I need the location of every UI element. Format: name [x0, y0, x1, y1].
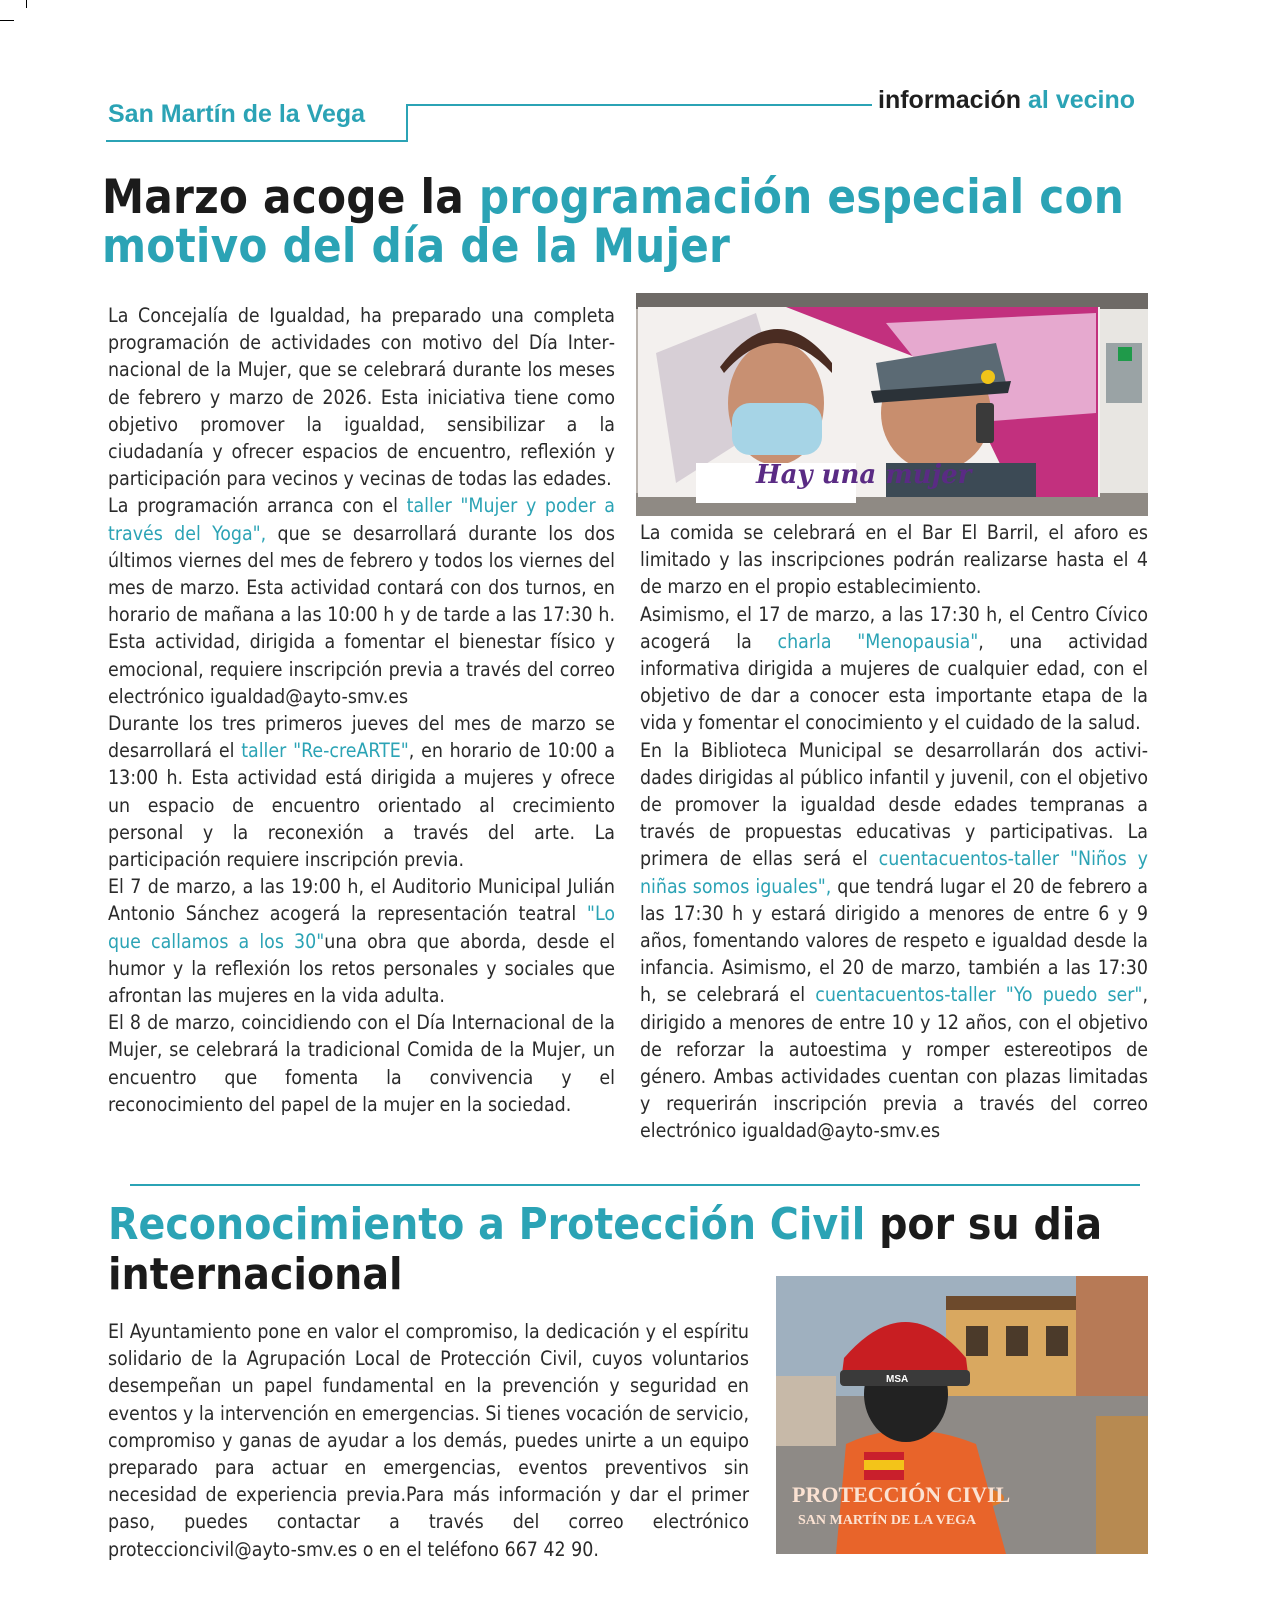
section-label: [878, 86, 1135, 115]
helmet-brand: MSA: [886, 1374, 909, 1385]
proteccion-civil-illustration: [776, 1276, 1148, 1554]
text-run: que tendrá lugar el 20 de febrero a las 17:30 h y estará dirigido a menores de entre 6 y 9 años, fomentando valores de respeto e igualdad desde la infancia. Asimismo, el 20 de marzo, también a las 17:30 h, se celebrará el: [640, 874, 1148, 1007]
mural-caption: Hay una mujer: [756, 460, 972, 490]
paragraph: [640, 601, 1148, 737]
mural-photo: [636, 293, 1148, 516]
paragraph: [108, 873, 615, 1009]
vest-text-line-1: PROTECCIÓN CIVIL: [792, 1482, 1011, 1507]
event-link-recrearte: taller "Re-creARTE": [241, 739, 409, 763]
text-run: que se desarrollará durante los dos últimos viernes del mes de febrero y todos los viernes del mes de marzo. Esta actividad contará con dos turnos, en horario de mañana a las 10:00 h y de tarde a las 17:30 h. Esta actividad, dirigida a fomentar el bienestar físico y emocional, requiere inscripción previa a través del correo electrónico igualdad@ayto-smv.es: [108, 521, 615, 708]
paragraph: [640, 737, 1148, 1145]
paragraph: La Concejalía de Igualdad, ha preparado una completa programación de actividades con motivo del Día Internacional de la Mujer, que se celebrará durante los meses de febrero y marzo de 2026. Esta iniciativa tiene como objetivo promover la igualdad, sensibilizar a la ciudadanía y ofrecer espacios de encuentro, reflexión y participación para vecinos y vecinas de todas las edades.: [108, 304, 615, 491]
event-link-menopausia: charla "Menopausia": [777, 629, 979, 653]
article-1-right-column: [640, 519, 1148, 1145]
proteccion-civil-photo: [776, 1276, 1148, 1554]
text-run: La programación arranca con el: [108, 494, 407, 518]
event-link-teatro: "Lo que callamos a los 30": [108, 902, 615, 953]
mural-illustration: [636, 293, 1148, 516]
paragraph: El 8 de marzo, coincidiendo con el Día Internacional de la Mujer, se celebrará la tradicional Comida de la Mujer, un encuentro que fomenta la convivencia y el reconocimiento del papel de la mujer en la sociedad.: [108, 1011, 615, 1116]
article-1-left-column: [108, 302, 615, 1118]
article-divider: [130, 1184, 1140, 1186]
header-underline: [106, 140, 408, 142]
event-link-yo-puedo-ser: cuentacuentos-taller "Yo puedo ser": [815, 983, 1143, 1007]
text-run: , dirigido a menores de entre 10 y 12 años, con el objetivo de reforzar la autoestima y romper estereotipos de género. Ambas actividades cuentan con plazas limitadas y requerirán inscripción previa a través del correo electrónico igualdad@ayto-smv.es: [640, 983, 1148, 1143]
text-run: El 7 de marzo, a las 19:00 h, el Auditorio Municipal Julián Antonio Sánchez acogerá la representación teatral: [108, 875, 615, 926]
text-run: Durante los tres primeros jueves del mes de marzo se desarrollará el: [108, 712, 615, 763]
paragraph: [108, 492, 615, 710]
text-run: En la Biblioteca Municipal se desarrollarán dos actividades dirigidas al público infantil y juvenil, con el objetivo de promover la igualdad desde edades tempranas a través de propuestas educativas y participativas. La primera de ellas será el: [640, 738, 1148, 871]
paragraph: La comida se celebrará en el Bar El Barril, el aforo es limitado y las inscripciones podrán realizarse hasta el 4 de marzo en el propio establecimiento.: [640, 521, 1148, 599]
article-1-title: [102, 170, 1162, 274]
crop-mark-vertical: [26, 0, 27, 8]
text-run: Asimismo, el 17 de marzo, a las 17:30 h, el Centro Cívico acogerá la: [640, 602, 1148, 653]
section-label-accent: al vecino: [1028, 86, 1136, 114]
event-link-yoga: taller "Mujer y poder a través del Yoga",: [108, 494, 615, 545]
header-divider-vertical: [406, 104, 408, 142]
text-run: una obra que aborda, desde el humor y la reflexión los retos personales y sociales que afrontan las mujeres en la vida adulta.: [108, 929, 615, 1008]
header-rule: [406, 104, 872, 106]
article-2-title-accent: Reconocimiento a Protección Civil: [108, 1199, 866, 1250]
section-label-bold: información: [878, 86, 1022, 114]
crop-mark-horizontal: [0, 20, 14, 21]
paragraph: [108, 710, 615, 873]
article-2-body: [108, 1318, 749, 1563]
publication-name: San Martín de la Vega: [108, 100, 366, 128]
vest-text-line-2: SAN MARTÍN DE LA VEGA: [798, 1513, 977, 1528]
paragraph: El Ayuntamiento pone en valor el compromiso, la dedicación y el espíritu solidario de la Agrupación Local de Protección Civil, cuyos voluntarios desempeñan un papel fundamental en la prevención y seguridad en eventos y la intervención en emergencias. Si tienes vocación de servicio, compromiso y ganas de ayudar a los demás, puedes unirte a un equipo preparado para actuar en emergencias, eventos preventivos sin necesidad de experiencia previa.Para más información y dar el primer paso, puedes contactar a través del correo electrónico proteccioncivil@ayto-smv.es o en el teléfono 667 42 90.: [108, 1320, 749, 1561]
article-1-title-dark: Marzo acoge la: [102, 170, 479, 225]
event-link-ninos-ninas: cuentacuentos-taller "Niños y niñas somos iguales",: [640, 847, 1148, 898]
text-run: , una actividad informativa dirigida a mujeres de cualquier edad, con el objetivo de dar a conocer esta importante etapa de la vida y fomentar el conocimiento y el cuidado de la salud.: [640, 629, 1148, 735]
article-1-title-accent: programación especial con motivo del día de la Mujer: [102, 170, 1125, 274]
article-2-title-dark: por su dia internacional: [108, 1199, 1103, 1300]
text-run: , en horario de 10:00 a 13:00 h. Esta actividad está dirigida a mujeres y ofrece un espacio de encuentro orientado al crecimiento personal y la reconexión a través del arte. La participación requiere inscripción previa.: [108, 739, 615, 872]
